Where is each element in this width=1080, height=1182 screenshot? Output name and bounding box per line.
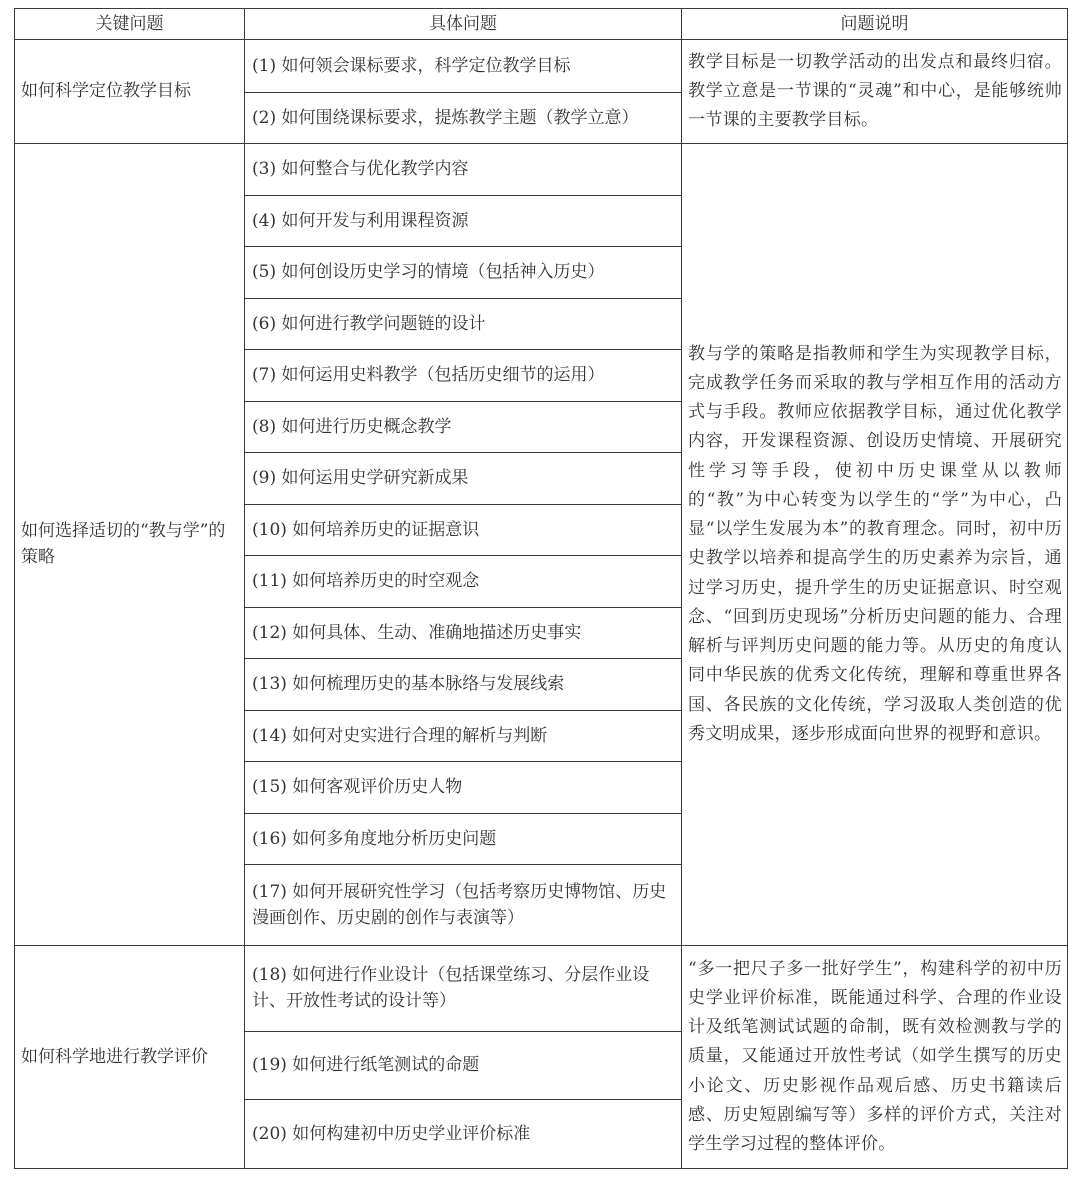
specific-issue-cell: (17) 如何开展研究性学习（包括考察历史博物馆、历史漫画创作、历史剧的创作与表演等） bbox=[245, 865, 682, 946]
issue-description-cell: “多一把尺子多一批好学生”，构建科学的初中历史学业评价标准，既能通过科学、合理的作业设计及纸笔测试试题的命制，既有效检测教与学的质量，又能通过开放性考试（如学生撰写的历史小论文、历史影视作品观后感、历史书籍读后感、历史短剧编写等）多样的评价方式，关注对学生学习过程的整体评价。 bbox=[682, 945, 1068, 1168]
specific-issue-cell: (12) 如何具体、生动、准确地描述历史事实 bbox=[245, 607, 682, 659]
specific-issue-cell: (4) 如何开发与利用课程资源 bbox=[245, 195, 682, 247]
specific-issue-cell: (1) 如何领会课标要求，科学定位教学目标 bbox=[245, 40, 682, 93]
header-issue-description: 问题说明 bbox=[682, 9, 1068, 40]
specific-issue-cell: (15) 如何客观评价历史人物 bbox=[245, 762, 682, 814]
table-row bbox=[15, 144, 1068, 196]
specific-issue-cell: (18) 如何进行作业设计（包括课堂练习、分层作业设计、开放性考试的设计等） bbox=[245, 945, 682, 1031]
key-issue-cell: 如何科学地进行教学评价 bbox=[15, 945, 245, 1168]
specific-issue-cell: (5) 如何创设历史学习的情境（包括神入历史） bbox=[245, 247, 682, 299]
header-specific-issue: 具体问题 bbox=[245, 9, 682, 40]
specific-issue-cell: (2) 如何围绕课标要求，提炼教学主题（教学立意） bbox=[245, 92, 682, 144]
specific-issue-cell: (14) 如何对史实进行合理的解析与判断 bbox=[245, 710, 682, 762]
specific-issue-cell: (9) 如何运用史学研究新成果 bbox=[245, 453, 682, 505]
specific-issue-cell: (8) 如何进行历史概念教学 bbox=[245, 401, 682, 453]
specific-issue-cell: (16) 如何多角度地分析历史问题 bbox=[245, 813, 682, 865]
header-key-issue: 关键问题 bbox=[15, 9, 245, 40]
table-row bbox=[15, 945, 1068, 1031]
specific-issue-cell: (7) 如何运用史料教学（包括历史细节的运用） bbox=[245, 350, 682, 402]
specific-issue-cell: (20) 如何构建初中历史学业评价标准 bbox=[245, 1100, 682, 1169]
issue-description-cell: 教与学的策略是指教师和学生为实现教学目标，完成教学任务而采取的教与学相互作用的活动方式与手段。教师应依据教学目标，通过优化教学内容，开发课程资源、创设历史情境、开展研究性学习等手段，使初中历史课堂从以教师的“教”为中心转变为以学生的“学”为中心，凸显“以学生发展为本”的教育理念。同时，初中历史教学以培养和提高学生的历史素养为宗旨，通过学习历史，提升学生的历史证据意识、时空观念、“回到历史现场”分析历史问题的能力、合理解析与评判历史问题的能力等。从历史的角度认同中华民族的优秀文化传统，理解和尊重世界各国、各民族的文化传统，学习汲取人类创造的优秀文明成果，逐步形成面向世界的视野和意识。 bbox=[682, 144, 1068, 946]
header-row bbox=[15, 9, 1068, 40]
specific-issue-cell: (3) 如何整合与优化教学内容 bbox=[245, 144, 682, 196]
key-issue-cell: 如何选择适切的“教与学”的策略 bbox=[15, 144, 245, 946]
specific-issue-cell: (11) 如何培养历史的时空观念 bbox=[245, 556, 682, 608]
specific-issue-cell: (13) 如何梳理历史的基本脉络与发展线索 bbox=[245, 659, 682, 711]
specific-issue-cell: (6) 如何进行教学问题链的设计 bbox=[245, 298, 682, 350]
specific-issue-cell: (10) 如何培养历史的证据意识 bbox=[245, 504, 682, 556]
specific-issue-cell: (19) 如何进行纸笔测试的命题 bbox=[245, 1031, 682, 1100]
table-row bbox=[15, 40, 1068, 93]
key-issues-table bbox=[14, 8, 1068, 1169]
key-issue-cell: 如何科学定位教学目标 bbox=[15, 40, 245, 144]
issue-description-cell: 教学目标是一切教学活动的出发点和最终归宿。教学立意是一节课的“灵魂”和中心，是能够统帅一节课的主要教学目标。 bbox=[682, 40, 1068, 144]
